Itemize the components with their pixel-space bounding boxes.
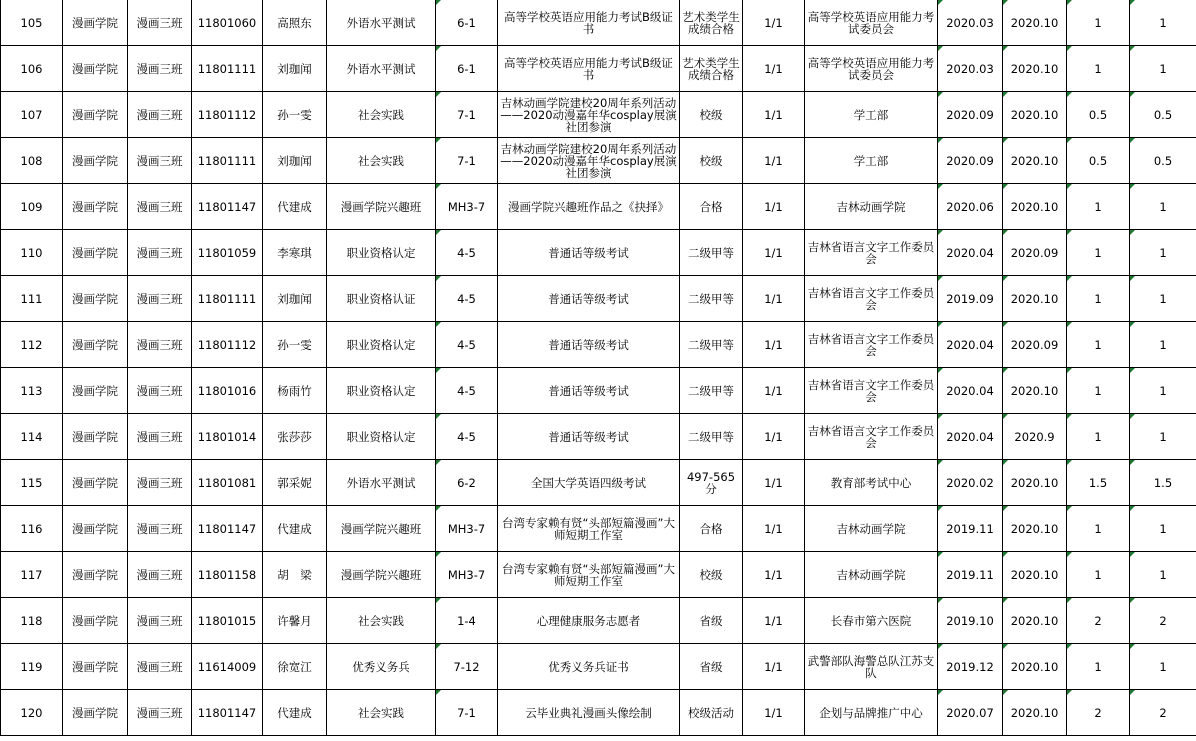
item-cell[interactable]: 普通话等级考试 (498, 368, 680, 414)
issuer-cell[interactable]: 高等学校英语应用能力考试委员会 (805, 46, 938, 92)
end-date-cell[interactable]: 2020.10 (1003, 506, 1067, 552)
ratio-cell[interactable]: 1/1 (743, 138, 805, 184)
start-date-cell[interactable]: 2020.03 (938, 0, 1003, 46)
college-cell[interactable]: 漫画学院 (63, 322, 128, 368)
level-cell[interactable]: 二级甲等 (680, 322, 743, 368)
code-cell[interactable]: 4-5 (436, 276, 498, 322)
student-name-cell[interactable]: 刘珈闻 (263, 276, 327, 322)
row-number-cell[interactable]: 106 (1, 46, 63, 92)
table-row (1, 598, 1196, 644)
level-cell[interactable]: 校级 (680, 552, 743, 598)
table-row (1, 690, 1196, 736)
category-cell[interactable]: 职业资格认定 (327, 368, 436, 414)
score-cell[interactable]: 1 (1067, 644, 1130, 690)
start-date-cell[interactable]: 2019.09 (938, 276, 1003, 322)
score-cell[interactable]: 2 (1067, 690, 1130, 736)
class-cell[interactable]: 漫画三班 (128, 276, 192, 322)
item-cell[interactable]: 普通话等级考试 (498, 276, 680, 322)
ratio-cell[interactable]: 1/1 (743, 552, 805, 598)
row-number-cell[interactable]: 120 (1, 690, 63, 736)
table-row (1, 46, 1196, 92)
row-number-cell[interactable]: 107 (1, 92, 63, 138)
item-cell[interactable]: 普通话等级考试 (498, 230, 680, 276)
category-cell[interactable]: 外语水平测试 (327, 460, 436, 506)
table-row (1, 552, 1196, 598)
item-cell[interactable]: 台湾专家赖有贤“头部短篇漫画”大师短期工作室 (498, 506, 680, 552)
score-cell[interactable]: 0.5 (1067, 92, 1130, 138)
student-id-cell[interactable]: 11801014 (192, 414, 263, 460)
code-cell[interactable]: MH3-7 (436, 184, 498, 230)
row-number-cell[interactable]: 114 (1, 414, 63, 460)
table-body (1, 0, 1196, 736)
table-row (1, 138, 1196, 184)
final-score-cell[interactable]: 1 (1130, 230, 1196, 276)
ratio-cell[interactable]: 1/1 (743, 46, 805, 92)
item-cell[interactable]: 高等学校英语应用能力考试B级证书 (498, 46, 680, 92)
level-cell[interactable]: 合格 (680, 184, 743, 230)
class-cell[interactable]: 漫画三班 (128, 0, 192, 46)
start-date-cell[interactable]: 2020.04 (938, 322, 1003, 368)
level-cell[interactable]: 省级 (680, 644, 743, 690)
final-score-cell[interactable]: 0.5 (1130, 92, 1196, 138)
score-cell[interactable]: 1 (1067, 322, 1130, 368)
code-cell[interactable]: 4-5 (436, 368, 498, 414)
ratio-cell[interactable]: 1/1 (743, 598, 805, 644)
ratio-cell[interactable]: 1/1 (743, 276, 805, 322)
code-cell[interactable]: 7-12 (436, 644, 498, 690)
code-cell[interactable]: MH3-7 (436, 552, 498, 598)
score-cell[interactable]: 1 (1067, 184, 1130, 230)
student-id-cell[interactable]: 11801111 (192, 138, 263, 184)
code-cell[interactable]: 7-1 (436, 138, 498, 184)
end-date-cell[interactable]: 2020.10 (1003, 0, 1067, 46)
student-name-cell[interactable]: 孙一雯 (263, 92, 327, 138)
end-date-cell[interactable]: 2020.9 (1003, 414, 1067, 460)
level-cell[interactable]: 校级 (680, 92, 743, 138)
class-cell[interactable]: 漫画三班 (128, 552, 192, 598)
student-name-cell[interactable]: 徐宽江 (263, 644, 327, 690)
item-cell[interactable]: 吉林动画学院建校20周年系列活动——2020动漫嘉年华cosplay展演社团参演 (498, 92, 680, 138)
item-cell[interactable]: 全国大学英语四级考试 (498, 460, 680, 506)
college-cell[interactable]: 漫画学院 (63, 46, 128, 92)
class-cell[interactable]: 漫画三班 (128, 368, 192, 414)
class-cell[interactable]: 漫画三班 (128, 184, 192, 230)
college-cell[interactable]: 漫画学院 (63, 552, 128, 598)
level-cell[interactable]: 二级甲等 (680, 368, 743, 414)
score-cell[interactable]: 1 (1067, 276, 1130, 322)
table-row (1, 0, 1196, 46)
start-date-cell[interactable]: 2019.11 (938, 552, 1003, 598)
end-date-cell[interactable]: 2020.10 (1003, 46, 1067, 92)
final-score-cell[interactable]: 2 (1130, 690, 1196, 736)
code-cell[interactable]: 7-1 (436, 690, 498, 736)
issuer-cell[interactable]: 吉林省语言文字工作委员会 (805, 230, 938, 276)
start-date-cell[interactable]: 2020.04 (938, 368, 1003, 414)
ratio-cell[interactable]: 1/1 (743, 414, 805, 460)
issuer-cell[interactable]: 吉林省语言文字工作委员会 (805, 368, 938, 414)
college-cell[interactable]: 漫画学院 (63, 368, 128, 414)
issuer-cell[interactable]: 教育部考试中心 (805, 460, 938, 506)
category-cell[interactable]: 职业资格认定 (327, 414, 436, 460)
ratio-cell[interactable]: 1/1 (743, 644, 805, 690)
student-name-cell[interactable]: 胡 梁 (263, 552, 327, 598)
student-id-cell[interactable]: 11801158 (192, 552, 263, 598)
college-cell[interactable]: 漫画学院 (63, 460, 128, 506)
end-date-cell[interactable]: 2020.09 (1003, 230, 1067, 276)
final-score-cell[interactable]: 1 (1130, 46, 1196, 92)
ratio-cell[interactable]: 1/1 (743, 506, 805, 552)
issuer-cell[interactable]: 吉林省语言文字工作委员会 (805, 322, 938, 368)
category-cell[interactable]: 外语水平测试 (327, 46, 436, 92)
student-id-cell[interactable]: 11801060 (192, 0, 263, 46)
college-cell[interactable]: 漫画学院 (63, 644, 128, 690)
student-name-cell[interactable]: 代建成 (263, 184, 327, 230)
class-cell[interactable]: 漫画三班 (128, 230, 192, 276)
class-cell[interactable]: 漫画三班 (128, 322, 192, 368)
code-cell[interactable]: 7-1 (436, 92, 498, 138)
item-cell[interactable]: 高等学校英语应用能力考试B级证书 (498, 0, 680, 46)
student-name-cell[interactable]: 刘珈闻 (263, 138, 327, 184)
table-row (1, 322, 1196, 368)
category-cell[interactable]: 职业资格认定 (327, 322, 436, 368)
student-id-cell[interactable]: 11801147 (192, 690, 263, 736)
student-id-cell[interactable]: 11801147 (192, 184, 263, 230)
class-cell[interactable]: 漫画三班 (128, 138, 192, 184)
final-score-cell[interactable]: 1 (1130, 552, 1196, 598)
category-cell[interactable]: 优秀义务兵 (327, 644, 436, 690)
start-date-cell[interactable]: 2020.04 (938, 414, 1003, 460)
row-number-cell[interactable]: 113 (1, 368, 63, 414)
final-score-cell[interactable]: 1 (1130, 368, 1196, 414)
end-date-cell[interactable]: 2020.10 (1003, 460, 1067, 506)
student-id-cell[interactable]: 11801112 (192, 92, 263, 138)
start-date-cell[interactable]: 2019.11 (938, 506, 1003, 552)
college-cell[interactable]: 漫画学院 (63, 598, 128, 644)
class-cell[interactable]: 漫画三班 (128, 414, 192, 460)
level-cell[interactable]: 艺术类学生成绩合格 (680, 46, 743, 92)
student-name-cell[interactable]: 孙一雯 (263, 322, 327, 368)
score-cell[interactable]: 1 (1067, 552, 1130, 598)
student-name-cell[interactable]: 郭采妮 (263, 460, 327, 506)
category-cell[interactable]: 社会实践 (327, 92, 436, 138)
category-cell[interactable]: 漫画学院兴趣班 (327, 184, 436, 230)
row-number-cell[interactable]: 105 (1, 0, 63, 46)
issuer-cell[interactable]: 吉林省语言文字工作委员会 (805, 414, 938, 460)
final-score-cell[interactable]: 1 (1130, 644, 1196, 690)
category-cell[interactable]: 社会实践 (327, 598, 436, 644)
final-score-cell[interactable]: 2 (1130, 598, 1196, 644)
code-cell[interactable]: 6-1 (436, 0, 498, 46)
end-date-cell[interactable]: 2020.10 (1003, 276, 1067, 322)
start-date-cell[interactable]: 2020.07 (938, 690, 1003, 736)
score-cell[interactable]: 1 (1067, 46, 1130, 92)
student-name-cell[interactable]: 代建成 (263, 690, 327, 736)
table-row (1, 460, 1196, 506)
score-cell[interactable]: 0.5 (1067, 138, 1130, 184)
row-number-cell[interactable]: 115 (1, 460, 63, 506)
student-id-cell[interactable]: 11801015 (192, 598, 263, 644)
category-cell[interactable]: 漫画学院兴趣班 (327, 506, 436, 552)
end-date-cell[interactable]: 2020.10 (1003, 138, 1067, 184)
item-cell[interactable]: 台湾专家赖有贤“头部短篇漫画”大师短期工作室 (498, 552, 680, 598)
table-row (1, 368, 1196, 414)
college-cell[interactable]: 漫画学院 (63, 414, 128, 460)
level-cell[interactable]: 二级甲等 (680, 414, 743, 460)
category-cell[interactable]: 外语水平测试 (327, 0, 436, 46)
student-id-cell[interactable]: 11801081 (192, 460, 263, 506)
table-row (1, 644, 1196, 690)
start-date-cell[interactable]: 2020.09 (938, 138, 1003, 184)
issuer-cell[interactable]: 吉林动画学院 (805, 184, 938, 230)
issuer-cell[interactable]: 武警部队海警总队江苏支队 (805, 644, 938, 690)
item-cell[interactable]: 云毕业典礼漫画头像绘制 (498, 690, 680, 736)
row-number-cell[interactable]: 110 (1, 230, 63, 276)
issuer-cell[interactable]: 学工部 (805, 92, 938, 138)
item-cell[interactable]: 漫画学院兴趣班作品之《抉择》 (498, 184, 680, 230)
student-name-cell[interactable]: 杨雨竹 (263, 368, 327, 414)
level-cell[interactable]: 省级 (680, 598, 743, 644)
score-cell[interactable]: 1.5 (1067, 460, 1130, 506)
category-cell[interactable]: 职业资格认证 (327, 276, 436, 322)
row-number-cell[interactable]: 112 (1, 322, 63, 368)
level-cell[interactable]: 艺术类学生成绩合格 (680, 0, 743, 46)
end-date-cell[interactable]: 2020.10 (1003, 598, 1067, 644)
issuer-cell[interactable]: 吉林动画学院 (805, 552, 938, 598)
score-cell[interactable]: 1 (1067, 0, 1130, 46)
start-date-cell[interactable]: 2019.12 (938, 644, 1003, 690)
start-date-cell[interactable]: 2019.10 (938, 598, 1003, 644)
row-number-cell[interactable]: 111 (1, 276, 63, 322)
category-cell[interactable]: 职业资格认定 (327, 230, 436, 276)
end-date-cell[interactable]: 2020.10 (1003, 552, 1067, 598)
code-cell[interactable]: 6-2 (436, 460, 498, 506)
college-cell[interactable]: 漫画学院 (63, 0, 128, 46)
end-date-cell[interactable]: 2020.10 (1003, 644, 1067, 690)
college-cell[interactable]: 漫画学院 (63, 506, 128, 552)
start-date-cell[interactable]: 2020.03 (938, 46, 1003, 92)
item-cell[interactable]: 优秀义务兵证书 (498, 644, 680, 690)
level-cell[interactable]: 校级 (680, 138, 743, 184)
table-row (1, 230, 1196, 276)
level-cell[interactable]: 二级甲等 (680, 230, 743, 276)
class-cell[interactable]: 漫画三班 (128, 46, 192, 92)
code-cell[interactable]: 1-4 (436, 598, 498, 644)
student-id-cell[interactable]: 11801016 (192, 368, 263, 414)
category-cell[interactable]: 漫画学院兴趣班 (327, 552, 436, 598)
issuer-cell[interactable]: 吉林动画学院 (805, 506, 938, 552)
final-score-cell[interactable]: 1 (1130, 0, 1196, 46)
item-cell[interactable]: 心理健康服务志愿者 (498, 598, 680, 644)
ratio-cell[interactable]: 1/1 (743, 460, 805, 506)
class-cell[interactable]: 漫画三班 (128, 460, 192, 506)
row-number-cell[interactable]: 116 (1, 506, 63, 552)
item-cell[interactable]: 普通话等级考试 (498, 414, 680, 460)
issuer-cell[interactable]: 企划与品牌推广中心 (805, 690, 938, 736)
student-name-cell[interactable]: 高照东 (263, 0, 327, 46)
college-cell[interactable]: 漫画学院 (63, 138, 128, 184)
class-cell[interactable]: 漫画三班 (128, 92, 192, 138)
start-date-cell[interactable]: 2020.02 (938, 460, 1003, 506)
final-score-cell[interactable]: 1 (1130, 506, 1196, 552)
table-row (1, 92, 1196, 138)
student-id-cell[interactable]: 11801111 (192, 46, 263, 92)
student-id-cell[interactable]: 11801147 (192, 506, 263, 552)
class-cell[interactable]: 漫画三班 (128, 644, 192, 690)
college-cell[interactable]: 漫画学院 (63, 92, 128, 138)
ratio-cell[interactable]: 1/1 (743, 230, 805, 276)
level-cell[interactable]: 497-565分 (680, 460, 743, 506)
ratio-cell[interactable]: 1/1 (743, 368, 805, 414)
table-row (1, 184, 1196, 230)
student-name-cell[interactable]: 许馨月 (263, 598, 327, 644)
final-score-cell[interactable]: 1 (1130, 184, 1196, 230)
ratio-cell[interactable]: 1/1 (743, 322, 805, 368)
row-number-cell[interactable]: 117 (1, 552, 63, 598)
end-date-cell[interactable]: 2020.10 (1003, 184, 1067, 230)
issuer-cell[interactable]: 长春市第六医院 (805, 598, 938, 644)
row-number-cell[interactable]: 119 (1, 644, 63, 690)
code-cell[interactable]: 4-5 (436, 414, 498, 460)
class-cell[interactable]: 漫画三班 (128, 506, 192, 552)
category-cell[interactable]: 社会实践 (327, 138, 436, 184)
ratio-cell[interactable]: 1/1 (743, 690, 805, 736)
issuer-cell[interactable]: 学工部 (805, 138, 938, 184)
end-date-cell[interactable]: 2020.10 (1003, 92, 1067, 138)
final-score-cell[interactable]: 1.5 (1130, 460, 1196, 506)
college-cell[interactable]: 漫画学院 (63, 690, 128, 736)
score-cell[interactable]: 1 (1067, 368, 1130, 414)
item-cell[interactable]: 普通话等级考试 (498, 322, 680, 368)
end-date-cell[interactable]: 2020.10 (1003, 690, 1067, 736)
ratio-cell[interactable]: 1/1 (743, 92, 805, 138)
table-row (1, 276, 1196, 322)
level-cell[interactable]: 二级甲等 (680, 276, 743, 322)
level-cell[interactable]: 校级活动 (680, 690, 743, 736)
end-date-cell[interactable]: 2020.10 (1003, 368, 1067, 414)
student-id-cell[interactable]: 11801059 (192, 230, 263, 276)
code-cell[interactable]: MH3-7 (436, 506, 498, 552)
student-id-cell[interactable]: 11801111 (192, 276, 263, 322)
level-cell[interactable]: 合格 (680, 506, 743, 552)
student-name-cell[interactable]: 刘珈闻 (263, 46, 327, 92)
college-cell[interactable]: 漫画学院 (63, 184, 128, 230)
score-cell[interactable]: 1 (1067, 230, 1130, 276)
final-score-cell[interactable]: 0.5 (1130, 138, 1196, 184)
student-id-cell[interactable]: 11614009 (192, 644, 263, 690)
class-cell[interactable]: 漫画三班 (128, 598, 192, 644)
row-number-cell[interactable]: 109 (1, 184, 63, 230)
code-cell[interactable]: 6-1 (436, 46, 498, 92)
student-id-cell[interactable]: 11801112 (192, 322, 263, 368)
college-cell[interactable]: 漫画学院 (63, 230, 128, 276)
final-score-cell[interactable]: 1 (1130, 414, 1196, 460)
final-score-cell[interactable]: 1 (1130, 276, 1196, 322)
code-cell[interactable]: 4-5 (436, 230, 498, 276)
score-cell[interactable]: 1 (1067, 414, 1130, 460)
score-cell[interactable]: 1 (1067, 506, 1130, 552)
start-date-cell[interactable]: 2020.04 (938, 230, 1003, 276)
student-name-cell[interactable]: 张莎莎 (263, 414, 327, 460)
class-cell[interactable]: 漫画三班 (128, 690, 192, 736)
student-name-cell[interactable]: 李寒琪 (263, 230, 327, 276)
ratio-cell[interactable]: 1/1 (743, 0, 805, 46)
end-date-cell[interactable]: 2020.09 (1003, 322, 1067, 368)
score-cell[interactable]: 2 (1067, 598, 1130, 644)
college-cell[interactable]: 漫画学院 (63, 276, 128, 322)
final-score-cell[interactable]: 1 (1130, 322, 1196, 368)
row-number-cell[interactable]: 108 (1, 138, 63, 184)
table-row (1, 414, 1196, 460)
category-cell[interactable]: 社会实践 (327, 690, 436, 736)
code-cell[interactable]: 4-5 (436, 322, 498, 368)
table-row (1, 506, 1196, 552)
ratio-cell[interactable]: 1/1 (743, 184, 805, 230)
issuer-cell[interactable]: 吉林省语言文字工作委员会 (805, 276, 938, 322)
start-date-cell[interactable]: 2020.06 (938, 184, 1003, 230)
student-name-cell[interactable]: 代建成 (263, 506, 327, 552)
issuer-cell[interactable]: 高等学校英语应用能力考试委员会 (805, 0, 938, 46)
row-number-cell[interactable]: 118 (1, 598, 63, 644)
item-cell[interactable]: 吉林动画学院建校20周年系列活动——2020动漫嘉年华cosplay展演社团参演 (498, 138, 680, 184)
start-date-cell[interactable]: 2020.09 (938, 92, 1003, 138)
